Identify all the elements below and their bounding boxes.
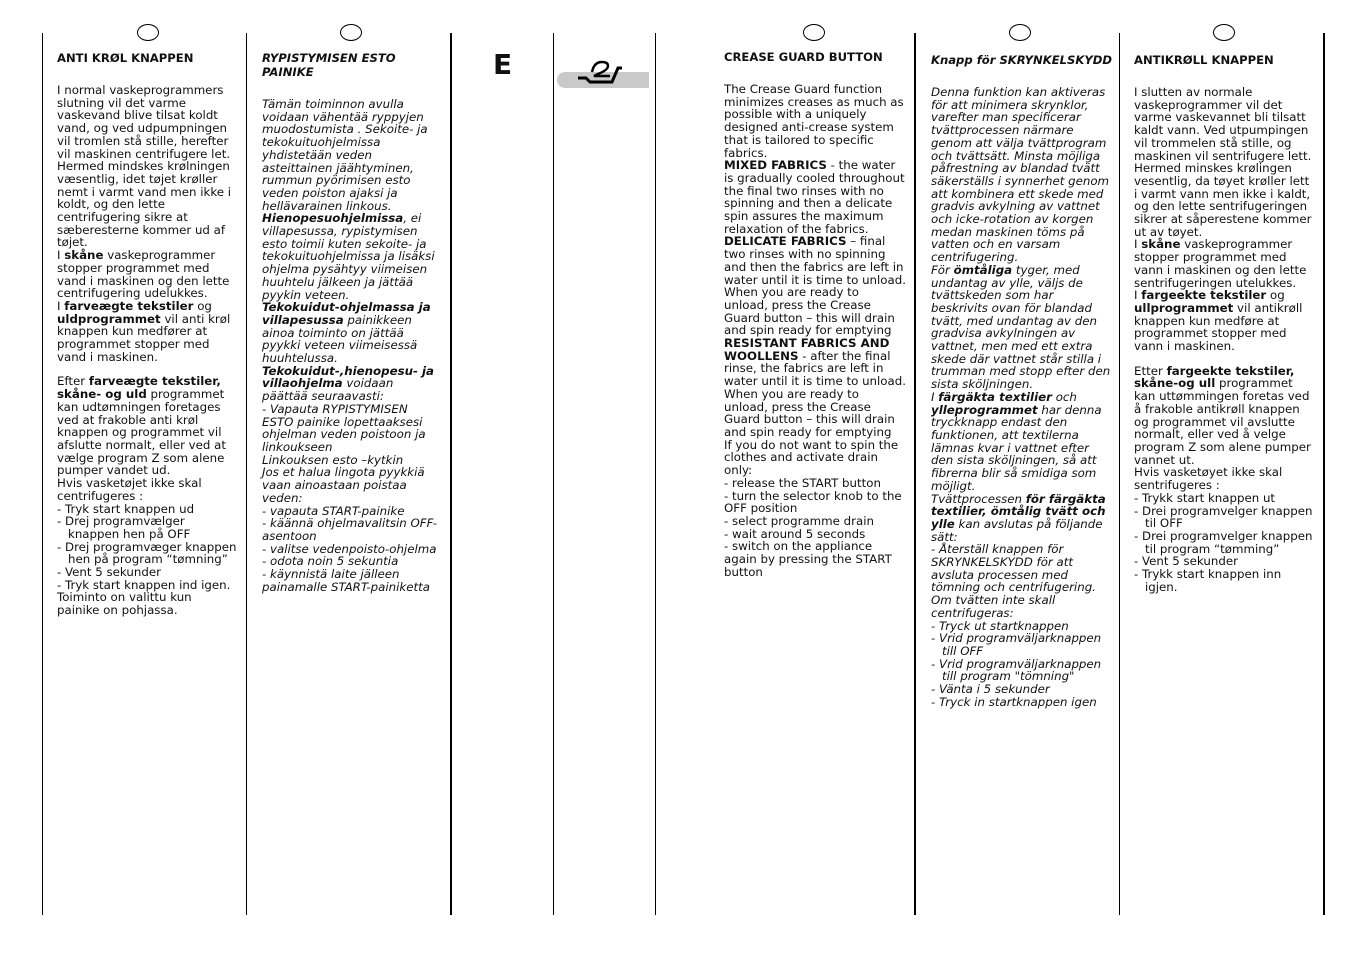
paragraph [724, 235, 906, 337]
column-divider [914, 33, 916, 915]
paragraph [57, 579, 237, 617]
text-run: - Vent 5 sekunder [1134, 554, 1238, 569]
bold-text: farveægte tekstiler, skåne- og uld [57, 374, 221, 402]
text-run: og [1266, 288, 1285, 303]
paragraph [57, 249, 237, 300]
paragraph [1134, 365, 1314, 467]
text-run: programmet kan uttømmingen foretas ved å frakoble antikrøll knappen og programmet vil avslutte normalt, eller ved å velge program Z som alene pumper vannet ut. [1134, 376, 1311, 467]
paragraph [724, 439, 906, 477]
text-run: Jos et halua lingota pyykkiä vaan ainoastaan poistaa veden: [262, 465, 425, 505]
paragraph [724, 540, 906, 578]
text-run: programmet kan udtømningen foretages ved at frakoble anti krøl knappen og programmet vil afslutte normalt, eller ved at vælge program Z som alene pumper vandet ud. [57, 387, 227, 478]
paragraph [931, 264, 1113, 391]
text-run: - käännä ohjelmavalitsin OFF-asentoon [262, 516, 437, 543]
list-item [57, 541, 237, 566]
column-finnish [262, 51, 442, 593]
text-run: kan avslutas på följande sätt: [931, 516, 1103, 544]
bold-text: farveægte tekstiler [64, 298, 194, 313]
paragraph [262, 568, 442, 593]
text-run: I [1134, 237, 1142, 252]
text-run: vaskeprogrammer stopper programmet med vann i maskinen og den lette sentrifugeringen utelukkes. [1134, 237, 1307, 290]
paragraph [931, 391, 1113, 493]
paragraph [57, 84, 237, 249]
bold-text: uldprogrammet [57, 311, 161, 326]
list-item [1134, 568, 1314, 593]
text-run: - Drei programvelger knappen til OFF [1134, 503, 1313, 531]
list-item [931, 658, 1113, 683]
text-run: - wait around 5 seconds [724, 526, 866, 541]
text-run: - Trykk start knappen ut [1134, 490, 1276, 505]
text-run: - Tryk start knappen ind igen. Toiminto on valittu kun painike on pohjassa. [57, 577, 231, 618]
text-run: - Vrid programväljarknappen till program "tömning" [931, 656, 1102, 684]
section-title: CREASE GUARD BUTTON [724, 50, 883, 64]
paragraph [931, 543, 1113, 594]
text-run: - Återställ knappen för SKRYNKELSKYDD för att avsluta processen med tömning och centrifugering. [931, 542, 1096, 595]
paragraph [931, 493, 1113, 544]
list-item [931, 632, 1113, 657]
bold-text: fargeekte tekstiler, skåne-og ull [1134, 363, 1295, 391]
paragraph [931, 86, 1113, 264]
page-marker-circle [137, 24, 159, 41]
bold-text: RESISTANT FABRICS AND WOOLLENS [724, 336, 890, 363]
paragraph [262, 212, 442, 301]
text-run: - select programme drain [724, 513, 874, 528]
text-run: - vapauta START-painike [262, 503, 405, 518]
text-run: - Vent 5 sekunder [57, 565, 161, 580]
text-run: og [193, 298, 212, 313]
bold-text: Hienopesuohjelmissa [262, 211, 404, 226]
text-run: och [1051, 389, 1077, 404]
text-run: - Drej programvælger knappen hen på OFF [57, 514, 191, 541]
text-run: I [1134, 288, 1142, 303]
section-title: RYPISTYMISEN ESTO PAINIKE [262, 51, 396, 79]
paragraph [1134, 466, 1314, 491]
bold-text: Tekokuidut-ohjelmassa ja villapesussa [262, 300, 431, 327]
text-run: - Tryck in startknappen igen [931, 694, 1097, 709]
column-divider [246, 33, 247, 915]
text-run: - käynnistä laite jälleen painamalle START-painiketta [262, 567, 430, 594]
text-run: voidaan päättää seuraavasti: [262, 376, 394, 404]
column-divider [450, 33, 452, 915]
text-run: - valitse vedenpoisto-ohjelma [262, 541, 437, 556]
page-marker-circle [1213, 24, 1235, 41]
paragraph [57, 375, 237, 477]
page-marker-circle [803, 24, 825, 41]
list-item [1134, 505, 1314, 530]
column-swedish [931, 53, 1113, 708]
bold-text: ylleprogrammet [931, 402, 1038, 417]
text-run: - Vänta i 5 sekunder [931, 682, 1050, 697]
column-english [724, 50, 906, 578]
list-item [931, 696, 1113, 709]
text-run: - Trykk start knappen inn igjen. [1134, 567, 1282, 594]
text-run: - release the START button [724, 475, 881, 490]
text-run: Hvis vasketøyet ikke skal sentrifugeres : [1134, 465, 1283, 493]
column-danish [57, 51, 237, 617]
bold-text: ullprogrammet [1134, 300, 1234, 315]
text-run: I slutten av normale vaskeprogrammer vil det varme vaskevannet bli tilsatt kaldt vann. Ved utpumpingen vil trommelen stå stille, og maskinen vil sentrifugere lett. Hermed minskes krølingen vesentlig, da tøyet krøller lett i varmt vann men ikke i kaldt, og den lette sentrifugeringen sikrer at såperestene kommer ut av tøyet. [1134, 85, 1312, 239]
column-divider [1323, 33, 1325, 915]
language-letter: E [493, 48, 513, 81]
list-item [57, 515, 237, 540]
column-divider [42, 33, 43, 915]
text-run: I normal vaskeprogrammers slutning vil det varme vaskevand blive tilsat koldt vand, og ved udpumpningen vil tromlen stå stille, herefter vil maskinen centrifugere let. Hermed mindskes krølningen væsentlig, idet tøjet krøller nemt i varmt vand men ikke i koldt, og den lette centrifugering sikre at sæberesterne kommer ud af tøjet. [57, 83, 232, 250]
page-marker-circle [1009, 24, 1031, 41]
text-run: If you do not want to spin the clothes and activate drain only: [724, 437, 899, 478]
paragraph [262, 466, 442, 504]
paragraph [931, 594, 1113, 619]
paragraph [1134, 289, 1314, 353]
text-run: - Tryck ut startknappen [931, 618, 1069, 633]
paragraph [262, 517, 442, 542]
text-run: har denna tryckknapp endast den funktionen, att textilerna lämnas kvar i vattnet efter den sista sköljningen, så att fibrerna blir så smidiga som möjligt. [931, 402, 1102, 493]
text-run: Denna funktion kan aktiveras för att minimera skrynklor, varefter man specificerar tvättprocessen närmare genom att välja tvättprogram och tvättsätt. Minsta möjliga påfrestning av blandad tvätt säkerställs i synnerhet genom att kombinera ett skede med gradvis avkylning av vattnet och icke-rotation av korgen medan maskinen töms på vatten och en varsam centrifugering. [931, 85, 1110, 265]
text-run: - Tryk start knappen ud [57, 501, 195, 516]
text-run: - after the final rinse, the fabrics are left in water until it is time to unload. When you are ready to unload, press the Crease Guard button – this will drain and spin ready for emptying [724, 348, 906, 439]
text-run: Efter [57, 374, 89, 389]
text-run: – final two rinses with no spinning and then the fabrics are left in water until it is time to unload. When you are ready to unload, press the Crease Guard button – this will drain and spin ready for emptying [724, 234, 906, 338]
bold-text: fargeekte tekstiler [1141, 288, 1267, 303]
text-run: Hvis vasketøjet ikke skal centrifugeres : [57, 476, 202, 503]
text-run: I [931, 389, 939, 404]
paragraph [262, 98, 442, 212]
paragraph [57, 300, 237, 364]
section-title: ANTIKRØLL KNAPPEN [1134, 53, 1274, 67]
text-run: painikkeen ainoa toiminto on jättää pyykki veteen viimeisessä huuhtelussa. [262, 312, 418, 366]
text-run: I [57, 248, 65, 263]
bold-text: ömtåliga [953, 262, 1013, 277]
text-run: , ei villapesussa, rypistymisen esto toimii kuten sekoite- ja tekokuituohjelmissa ja lisäksi ohjelma pysähtyy viimeisen huuhtelu jälkeen ja jättää pyykin veteen. [262, 211, 435, 302]
column-divider [553, 33, 554, 915]
text-run: vil antikrøll knappen kun medføre at programmet stopper med vann i maskinen. [1134, 300, 1303, 354]
list-item [1134, 530, 1314, 555]
text-run: Linkouksen esto –kytkin [262, 452, 404, 467]
paragraph [724, 490, 906, 515]
text-run: - Vrid programväljarknappen till OFF [931, 631, 1102, 658]
text-run: Tämän toiminnon avulla voidaan vähentää ryppyjen muodostumista . Sekoite- ja tekokuituohjelmissa yhdistetään veden asteittainen jäähtyminen, rummun pyörimisen esto veden poiston ajaksi ja hellävarainen linkous. [262, 97, 428, 213]
paragraph [262, 403, 442, 454]
bold-text: MIXED FABRICS [724, 158, 827, 173]
text-run: Tvättprocessen [931, 491, 1026, 506]
page-marker-circle [340, 24, 362, 41]
text-run: I [57, 298, 65, 313]
bold-text: färgäkta textilier [938, 389, 1052, 404]
text-run: - odota noin 5 sekuntia [262, 554, 399, 569]
text-run: - Drej programvæger knappen hen på program “tømning” [57, 539, 237, 567]
bold-text: DELICATE FABRICS [724, 234, 847, 249]
bold-text: Tekokuidut-,hienopesu- ja villaohjelma [262, 363, 435, 391]
text-run: Etter [1134, 363, 1167, 378]
section-title: Knapp för SKRYNKELSKYDD [931, 53, 1113, 67]
text-run: vaskeprogrammer stopper programmet med vand i maskinen og den lette centrifugering udelukkes. [57, 248, 230, 301]
text-run: Om tvätten inte skall centrifugeras: [931, 593, 1056, 620]
paragraph [1134, 86, 1314, 238]
text-run: tyger, med undantag av ylle, väljs de tvättskeden som har beskrivits ovan för blandad tvätt, med undantag av den gradvisa avkylningen av vattnet, men med ett extra skede där vattnet står stilla i trumman med stopp efter den sista sköljningen. [931, 262, 1111, 392]
paragraph [57, 477, 237, 502]
bold-text: för färgäkta textilier, ömtålig tvätt och ylle [931, 491, 1106, 531]
crease-guard-icon [576, 54, 626, 84]
paragraph [262, 365, 442, 403]
column-divider [655, 33, 656, 915]
column-divider [1119, 33, 1120, 915]
text-run: - Drei programvelger knappen til program “tømming” [1134, 528, 1313, 556]
text-run: - switch on the appliance again by pressing the START button [724, 539, 892, 579]
bold-text: skåne [64, 248, 104, 263]
bold-text: skåne [1141, 237, 1181, 252]
text-run: The Crease Guard function minimizes creases as much as possible with a uniquely designed anti-crease system that is tailored to specific fabrics. [724, 82, 904, 160]
paragraph [724, 337, 906, 439]
column-norwegian [1134, 53, 1314, 593]
section-title: ANTI KRØL KNAPPEN [57, 51, 194, 65]
paragraph [724, 83, 906, 159]
text-run: För [931, 262, 954, 277]
paragraph [262, 301, 442, 365]
paragraph [1134, 238, 1314, 289]
text-run: - turn the selector knob to the OFF position [724, 488, 902, 516]
paragraph [724, 159, 906, 235]
text-run: - the water is gradually cooled throughout the final two rinses with no spinning and then a delicate spin assures the maximum relaxation of the fabrics. [724, 158, 905, 236]
text-run: - Vapauta RYPISTYMISEN ESTO painike lopettaaksesi ohjelman veden poistoon ja linkoukseen [262, 401, 426, 454]
text-run: vil anti krøl knappen kun medfører at programmet stopper med vand i maskinen. [57, 311, 231, 364]
